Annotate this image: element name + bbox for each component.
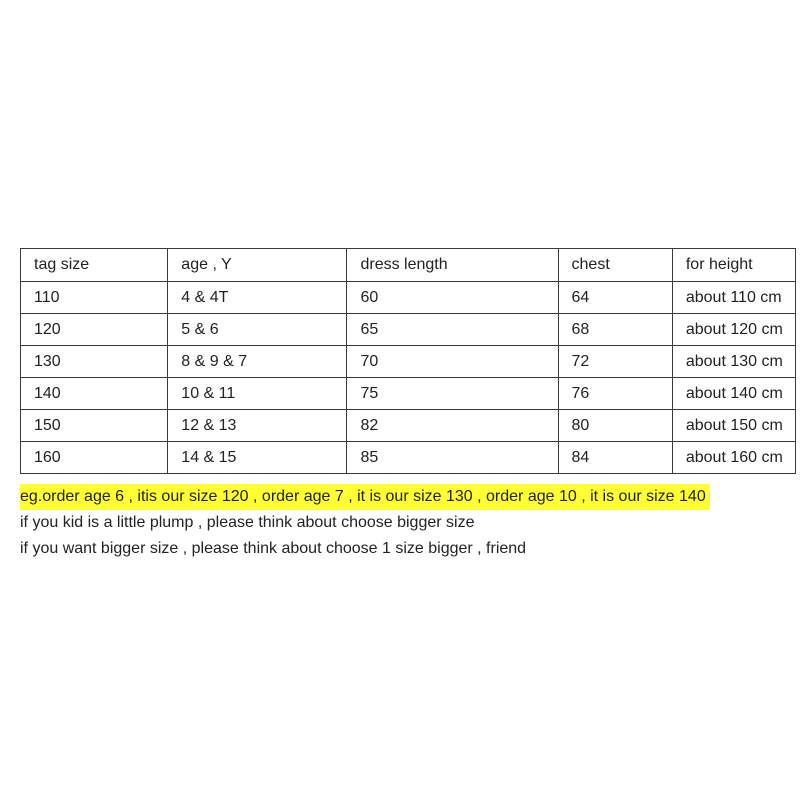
table-row xyxy=(21,378,796,410)
cell-tag-size: 140 xyxy=(21,378,168,410)
note-line-example xyxy=(20,484,710,510)
cell-chest: 68 xyxy=(558,314,672,346)
cell-chest: 64 xyxy=(558,282,672,314)
cell-age: 14 & 15 xyxy=(168,442,347,474)
header-age: age , Y xyxy=(168,249,347,282)
cell-tag-size: 110 xyxy=(21,282,168,314)
header-tag-size: tag size xyxy=(21,249,168,282)
cell-age: 4 & 4T xyxy=(168,282,347,314)
cell-dress-length: 60 xyxy=(347,282,558,314)
table-row xyxy=(21,282,796,314)
size-chart-table xyxy=(20,248,796,474)
cell-for-height: about 150 cm xyxy=(672,410,795,442)
cell-dress-length: 75 xyxy=(347,378,558,410)
cell-dress-length: 82 xyxy=(347,410,558,442)
header-chest: chest xyxy=(558,249,672,282)
cell-chest: 72 xyxy=(558,346,672,378)
cell-for-height: about 140 cm xyxy=(672,378,795,410)
cell-dress-length: 65 xyxy=(347,314,558,346)
cell-for-height: about 160 cm xyxy=(672,442,795,474)
highlighted-example-text: eg.order age 6 , itis our size 120 , order age 7 , it is our size 130 , order age 10 , it is our size 140 xyxy=(20,484,710,510)
cell-for-height: about 110 cm xyxy=(672,282,795,314)
cell-chest: 84 xyxy=(558,442,672,474)
table-row xyxy=(21,346,796,378)
note-line-plump: if you kid is a little plump , please think about choose bigger size xyxy=(20,514,475,531)
header-dress-length: dress length xyxy=(347,249,558,282)
cell-age: 12 & 13 xyxy=(168,410,347,442)
cell-chest: 80 xyxy=(558,410,672,442)
cell-age: 10 & 11 xyxy=(168,378,347,410)
header-for-height: for height xyxy=(672,249,795,282)
table-header-row xyxy=(21,249,796,282)
cell-dress-length: 70 xyxy=(347,346,558,378)
cell-tag-size: 130 xyxy=(21,346,168,378)
cell-chest: 76 xyxy=(558,378,672,410)
cell-age: 8 & 9 & 7 xyxy=(168,346,347,378)
cell-for-height: about 130 cm xyxy=(672,346,795,378)
cell-age: 5 & 6 xyxy=(168,314,347,346)
cell-tag-size: 150 xyxy=(21,410,168,442)
size-notes xyxy=(20,484,710,562)
table-row xyxy=(21,442,796,474)
cell-dress-length: 85 xyxy=(347,442,558,474)
table-row xyxy=(21,314,796,346)
cell-for-height: about 120 cm xyxy=(672,314,795,346)
cell-tag-size: 160 xyxy=(21,442,168,474)
note-line-bigger-size: if you want bigger size , please think about choose 1 size bigger , friend xyxy=(20,540,527,557)
cell-tag-size: 120 xyxy=(21,314,168,346)
table-row xyxy=(21,410,796,442)
